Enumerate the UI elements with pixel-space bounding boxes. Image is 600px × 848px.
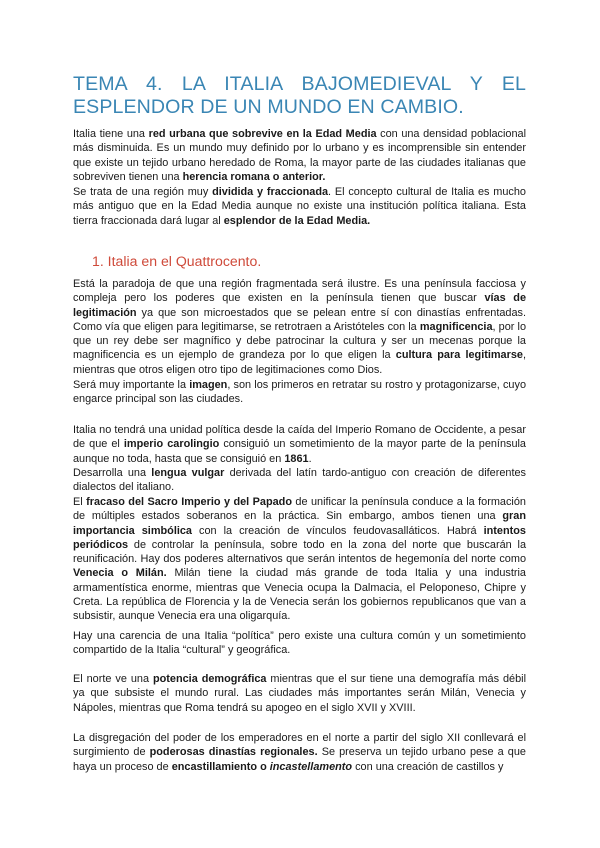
bold-run: dividida y fraccionada bbox=[212, 186, 329, 198]
text-run: , mientras que otros eligen otro tipo de legitimaciones como Dios. bbox=[73, 349, 526, 376]
text-run: consiguió un sometimiento de la mayor parte de la península aunque no toda, hasta que se consiguió en bbox=[73, 438, 526, 465]
text-run: Hay una carencia de una Italia “política” pero existe una cultura común y un sometimiento compartido de la Italia “cultural” y geográfica. bbox=[73, 630, 526, 657]
text-run: de controlar la península, sobre todo en la zona del norte que buscarán la reunificación. Hay dos poderes alternativos que serán intentos de hegemonía del norte como bbox=[73, 538, 526, 566]
text-run: con una densidad poblacional más disminuida. Es un mundo muy definido por lo urbano y es incomprensible sin entender que existe un tejido urbano heredado de Roma, la mayor parte de las ciudades italianas que sobreviven tienen una bbox=[73, 128, 527, 183]
bold-run: imagen bbox=[189, 379, 228, 391]
page-title: TEMA 4. LA ITALIA BAJOMEDIEVAL Y EL ESPLENDOR DE UN MUNDO EN CAMBIO. bbox=[73, 73, 526, 118]
bold-run: gran importancia simbólica bbox=[73, 510, 526, 537]
paragraph-quattrocento-1 bbox=[73, 277, 526, 377]
bold-run: fracaso del Sacro Imperio y del Papado bbox=[86, 496, 292, 508]
text-run: de unificar la península conduce a la formación de múltiples estados soberanos en la práctica. Sin embargo, ambos tienen una bbox=[73, 496, 526, 523]
bold-run: cultura para legitimarse bbox=[395, 349, 523, 362]
text-run: Desarrolla una bbox=[73, 467, 152, 479]
bold-run: esplendor de la Edad Media. bbox=[223, 214, 371, 227]
paragraph-intro-2 bbox=[73, 185, 526, 228]
paragraph-empire-papacy bbox=[73, 495, 526, 624]
text-run: Será muy importante la bbox=[73, 379, 190, 391]
bold-run: potencia demográfica bbox=[152, 673, 267, 685]
text-run: con la creación de vínculos feudovasalláticos. Habrá bbox=[191, 524, 484, 537]
text-run: Se trata de una región muy bbox=[73, 186, 213, 198]
text-run: Se preserva un tejido urbano pese a que haya un proceso de bbox=[73, 746, 526, 773]
text-run: La disgregación del poder de los emperadores en el norte a partir del siglo XII conllevará el surgimiento de bbox=[73, 732, 526, 759]
paragraph-cultural-italy bbox=[73, 629, 526, 658]
text-run: Está la paradoja de que una región fragmentada será ilustre. Es una península facciosa y compleja pero los poderes que existen en la península tienen que buscar bbox=[73, 278, 526, 305]
bold-run: vías de legitimación bbox=[73, 292, 527, 319]
bold-run: magnificencia bbox=[419, 320, 493, 333]
paragraph-political-unity bbox=[73, 423, 526, 466]
bold-run: encastillamiento o bbox=[171, 760, 270, 773]
text-run: Milán tiene la ciudad más grande de toda Italia y una industria armamentística enorme, mientras que Venecia ocupa la Dalmacia, el Peloponeso, Chipre y Creta. La república de Florencia y la de Venecia serán los gobiernos republicanos que van a subsistir, aunque Venecia era una oligarquía. bbox=[73, 567, 526, 623]
text-run: El bbox=[73, 496, 87, 508]
bold-run: herencia romana o anterior. bbox=[182, 170, 326, 183]
bold-run: red urbana que sobrevive en la Edad Media bbox=[148, 128, 377, 140]
paragraph-demography bbox=[73, 672, 526, 715]
text-run: Italia tiene una bbox=[73, 128, 149, 140]
bold-run: poderosas dinastías regionales. bbox=[149, 746, 318, 759]
bold-run: lengua vulgar bbox=[151, 467, 225, 479]
text-run: . bbox=[308, 452, 312, 465]
paragraph-intro-1 bbox=[73, 127, 526, 184]
bold-run: imperio carolingio bbox=[123, 438, 220, 451]
text-run: con una creación de castillos y bbox=[352, 760, 504, 773]
paragraph-quattrocento-2 bbox=[73, 378, 526, 407]
bold-run: 1861 bbox=[284, 452, 309, 465]
text-run: , son los primeros en retratar su rostro y protagonizarse, cuyo engarce principal son las ciudades. bbox=[73, 379, 526, 406]
text-run: ya que son microestados que se pelean entre sí con dinastías enfrentadas. Como vía que eligen para legitimarse, se retrotraen a Aristóteles con la bbox=[73, 306, 526, 333]
section-heading: 1. Italia en el Quattrocento. bbox=[92, 253, 262, 269]
text-run: El norte ve una bbox=[73, 673, 153, 685]
paragraph-language bbox=[73, 466, 526, 495]
text-run: Italia no tendrá una unidad política desde la caída del Imperio Romano de Occidente, a pesar de que el bbox=[73, 424, 526, 451]
text-run: derivada del latín tardo-antiguo con creación de diferentes dialectos del italiano. bbox=[73, 467, 526, 494]
paragraph-dynasties bbox=[73, 731, 526, 774]
text-run: , por lo que un rey debe ser magnífico y debe patrocinar la cultura y ser un mecenas porque la magnificencia es un ejemplo de grandeza por lo que eligen la bbox=[73, 320, 527, 362]
text-run: . El concepto cultural de Italia es mucho más antiguo que en la Edad Media aunque no existe una institución política italiana. Esta tierra fraccionada dará lugar al bbox=[73, 186, 526, 227]
bold-italic-run: incastellamento bbox=[269, 760, 353, 773]
bold-run: intentos periódicos bbox=[73, 524, 526, 551]
text-run: mientras que el sur tiene una demografía más débil ya que subsiste el mundo rural. Las ciudades más importantes serán Milán, Venecia y Nápoles, mientras que Roma tendrá su apogeo en el siglo XVII y XVIII. bbox=[73, 673, 526, 714]
bold-run: Venecia o Milán. bbox=[73, 567, 167, 580]
